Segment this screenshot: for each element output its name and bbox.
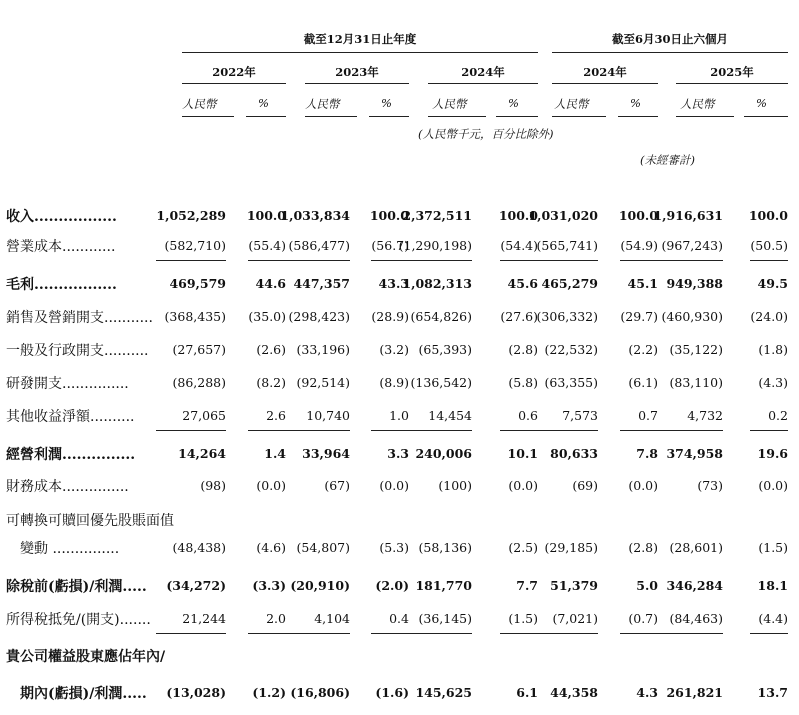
amount-cell: (7,021) bbox=[552, 611, 598, 626]
percent-cell: 100.0 bbox=[618, 208, 658, 223]
subheader-rule bbox=[182, 116, 234, 117]
percent-cell: (54.4) bbox=[500, 238, 538, 253]
percent-cell: 13.7 bbox=[757, 685, 788, 700]
amount-cell: (48,438) bbox=[172, 540, 226, 555]
col-header-currency: 人民幣 bbox=[182, 97, 217, 111]
amount-cell: (28,601) bbox=[669, 540, 723, 555]
group-header-six-months: 截至6月30日止六個月 bbox=[611, 32, 728, 46]
percent-cell: 6.1 bbox=[516, 685, 538, 700]
row-label: 毛利................. bbox=[6, 277, 117, 293]
percent-cell: 7.7 bbox=[516, 578, 538, 593]
year-header: 2023年 bbox=[335, 65, 379, 79]
row-label: 研發開支............... bbox=[6, 376, 129, 392]
subtotal-rule bbox=[750, 633, 788, 634]
amount-cell: 27,065 bbox=[182, 408, 226, 423]
amount-cell: (582,710) bbox=[164, 238, 226, 253]
amount-cell: 465,279 bbox=[541, 276, 598, 291]
year-header: 2025年 bbox=[710, 65, 754, 79]
amount-cell: 469,579 bbox=[169, 276, 226, 291]
year-rule bbox=[676, 83, 788, 84]
subheader-rule bbox=[428, 116, 486, 117]
amount-cell: 51,379 bbox=[550, 578, 598, 593]
subtotal-rule bbox=[402, 260, 472, 261]
percent-cell: (4.4) bbox=[758, 611, 788, 626]
subheader-rule bbox=[744, 116, 788, 117]
percent-cell: 2.6 bbox=[266, 408, 286, 423]
percent-cell: (4.6) bbox=[256, 540, 286, 555]
year-rule bbox=[182, 83, 286, 84]
amount-cell: (65,393) bbox=[418, 342, 472, 357]
percent-cell: 44.6 bbox=[255, 276, 286, 291]
subheader-rule bbox=[676, 116, 734, 117]
subtotal-rule bbox=[156, 260, 226, 261]
percent-cell: (1.8) bbox=[758, 342, 788, 357]
subtotal-rule bbox=[156, 633, 226, 634]
amount-cell: (73) bbox=[697, 478, 723, 493]
amount-cell: 181,770 bbox=[415, 578, 472, 593]
group-rule-fy bbox=[182, 52, 538, 53]
percent-cell: (0.0) bbox=[628, 478, 658, 493]
amount-cell: (586,477) bbox=[288, 238, 350, 253]
amount-cell: 346,284 bbox=[666, 578, 723, 593]
amount-cell: 1,082,313 bbox=[402, 276, 472, 291]
percent-cell: (4.3) bbox=[758, 375, 788, 390]
percent-cell: 2.0 bbox=[266, 611, 286, 626]
unit-note: (人民幣千元，百分比除外) bbox=[418, 127, 554, 141]
percent-cell: (8.9) bbox=[379, 375, 409, 390]
subtotal-rule bbox=[156, 430, 226, 431]
row-label: 貴公司權益股東應佔年內/ bbox=[6, 649, 166, 665]
amount-cell: (20,910) bbox=[290, 578, 350, 593]
year-header: 2022年 bbox=[212, 65, 256, 79]
amount-cell: (298,423) bbox=[288, 309, 350, 324]
amount-cell: (1,290,198) bbox=[398, 238, 472, 253]
amount-cell: 447,357 bbox=[293, 276, 350, 291]
row-label: 一般及行政開支.......... bbox=[6, 343, 149, 359]
amount-cell: 261,821 bbox=[666, 685, 723, 700]
amount-cell: (34,272) bbox=[166, 578, 226, 593]
amount-cell: (86,288) bbox=[172, 375, 226, 390]
subheader-rule bbox=[552, 116, 606, 117]
amount-cell: (654,826) bbox=[410, 309, 472, 324]
percent-cell: 0.7 bbox=[638, 408, 658, 423]
row-label: 除稅前(虧損)/利潤..... bbox=[6, 579, 147, 595]
amount-cell: 14,454 bbox=[428, 408, 472, 423]
percent-cell: (1.6) bbox=[375, 685, 409, 700]
amount-cell: (84,463) bbox=[669, 611, 723, 626]
percent-cell: 0.2 bbox=[768, 408, 788, 423]
amount-cell: 145,625 bbox=[415, 685, 472, 700]
col-header-percent: % bbox=[508, 96, 519, 110]
amount-cell: (29,185) bbox=[544, 540, 598, 555]
amount-cell: (16,806) bbox=[290, 685, 350, 700]
subtotal-rule bbox=[528, 633, 598, 634]
amount-cell: (306,332) bbox=[536, 309, 598, 324]
amount-cell: 949,388 bbox=[666, 276, 723, 291]
row-label: 經營利潤............... bbox=[6, 447, 136, 463]
amount-cell: (100) bbox=[438, 478, 472, 493]
percent-cell: (6.1) bbox=[628, 375, 658, 390]
percent-cell: (2.8) bbox=[508, 342, 538, 357]
amount-cell: 2,372,511 bbox=[402, 208, 472, 223]
amount-cell: (35,122) bbox=[669, 342, 723, 357]
row-label: 其他收益淨額.......... bbox=[6, 409, 135, 425]
amount-cell: 7,573 bbox=[562, 408, 598, 423]
year-header: 2024年 bbox=[461, 65, 505, 79]
col-header-percent: % bbox=[756, 96, 767, 110]
percent-cell: (28.9) bbox=[371, 309, 409, 324]
amount-cell: 14,264 bbox=[178, 446, 226, 461]
col-header-currency: 人民幣 bbox=[554, 97, 589, 111]
amount-cell: 1,033,834 bbox=[280, 208, 350, 223]
row-label: 營業成本............ bbox=[6, 239, 116, 255]
percent-cell: (5.8) bbox=[508, 375, 538, 390]
amount-cell: (98) bbox=[200, 478, 226, 493]
percent-cell: (3.3) bbox=[252, 578, 286, 593]
percent-cell: (5.3) bbox=[379, 540, 409, 555]
percent-cell: 10.1 bbox=[507, 446, 538, 461]
subheader-rule bbox=[305, 116, 357, 117]
amount-cell: 374,958 bbox=[666, 446, 723, 461]
percent-cell: (0.0) bbox=[758, 478, 788, 493]
year-rule bbox=[305, 83, 409, 84]
amount-cell: (967,243) bbox=[661, 238, 723, 253]
amount-cell: 1,916,631 bbox=[653, 208, 723, 223]
amount-cell: 240,006 bbox=[415, 446, 472, 461]
percent-cell: 100.0 bbox=[246, 208, 286, 223]
percent-cell: 43.3 bbox=[378, 276, 409, 291]
amount-cell: (92,514) bbox=[296, 375, 350, 390]
amount-cell: (27,657) bbox=[172, 342, 226, 357]
percent-cell: (3.2) bbox=[379, 342, 409, 357]
amount-cell: 1,031,020 bbox=[528, 208, 598, 223]
subtotal-rule bbox=[528, 260, 598, 261]
percent-cell: (0.0) bbox=[256, 478, 286, 493]
row-label: 變動 ............... bbox=[6, 541, 120, 557]
percent-cell: (27.6) bbox=[500, 309, 538, 324]
amount-cell: (368,435) bbox=[164, 309, 226, 324]
col-header-currency: 人民幣 bbox=[305, 97, 340, 111]
percent-cell: 45.6 bbox=[507, 276, 538, 291]
amount-cell: 21,244 bbox=[182, 611, 226, 626]
percent-cell: (2.6) bbox=[256, 342, 286, 357]
percent-cell: (35.0) bbox=[248, 309, 286, 324]
amount-cell: (67) bbox=[324, 478, 350, 493]
percent-cell: 100.0 bbox=[498, 208, 538, 223]
amount-cell: (22,532) bbox=[544, 342, 598, 357]
col-header-currency: 人民幣 bbox=[680, 97, 715, 111]
percent-cell: 45.1 bbox=[627, 276, 658, 291]
subtotal-rule bbox=[653, 633, 723, 634]
percent-cell: (8.2) bbox=[256, 375, 286, 390]
row-label: 所得稅抵免/(開支)....... bbox=[6, 612, 151, 628]
percent-cell: (2.0) bbox=[375, 578, 409, 593]
amount-cell: (565,741) bbox=[536, 238, 598, 253]
percent-cell: (1.2) bbox=[252, 685, 286, 700]
amount-cell: 44,358 bbox=[550, 685, 598, 700]
percent-cell: 100.0 bbox=[369, 208, 409, 223]
subtotal-rule bbox=[280, 633, 350, 634]
subtotal-rule bbox=[280, 260, 350, 261]
group-header-fiscal-years: 截至12月31日止年度 bbox=[303, 32, 417, 46]
amount-cell: (13,028) bbox=[166, 685, 226, 700]
percent-cell: (1.5) bbox=[758, 540, 788, 555]
year-rule bbox=[428, 83, 538, 84]
subtotal-rule bbox=[750, 260, 788, 261]
year-rule bbox=[552, 83, 658, 84]
percent-cell: (54.9) bbox=[620, 238, 658, 253]
percent-cell: 18.1 bbox=[757, 578, 788, 593]
percent-cell: 4.3 bbox=[636, 685, 658, 700]
percent-cell: (2.5) bbox=[508, 540, 538, 555]
percent-cell: 100.0 bbox=[748, 208, 788, 223]
percent-cell: 1.4 bbox=[264, 446, 286, 461]
col-header-percent: % bbox=[258, 96, 269, 110]
amount-cell: (54,807) bbox=[296, 540, 350, 555]
percent-cell: (0.0) bbox=[379, 478, 409, 493]
percent-cell: 49.5 bbox=[757, 276, 788, 291]
amount-cell: (58,136) bbox=[418, 540, 472, 555]
amount-cell: 80,633 bbox=[550, 446, 598, 461]
row-label: 期內(虧損)/利潤..... bbox=[6, 686, 147, 702]
row-label: 可轉換可贖回優先股賬面值 bbox=[6, 513, 174, 529]
subtotal-rule bbox=[653, 430, 723, 431]
percent-cell: 3.3 bbox=[387, 446, 409, 461]
percent-cell: 0.4 bbox=[389, 611, 409, 626]
amount-cell: (136,542) bbox=[410, 375, 472, 390]
percent-cell: (56.7) bbox=[371, 238, 409, 253]
amount-cell: (460,930) bbox=[661, 309, 723, 324]
amount-cell: (33,196) bbox=[296, 342, 350, 357]
amount-cell: 4,104 bbox=[314, 611, 350, 626]
percent-cell: 5.0 bbox=[636, 578, 658, 593]
subheader-rule bbox=[496, 116, 538, 117]
col-header-percent: % bbox=[381, 96, 392, 110]
subtotal-rule bbox=[402, 633, 472, 634]
subheader-rule bbox=[369, 116, 409, 117]
amount-cell: (83,110) bbox=[669, 375, 723, 390]
row-label: 財務成本............... bbox=[6, 479, 129, 495]
percent-cell: 1.0 bbox=[389, 408, 409, 423]
unaudited-note: (未經審計) bbox=[640, 153, 695, 167]
amount-cell: (36,145) bbox=[418, 611, 472, 626]
subtotal-rule bbox=[750, 430, 788, 431]
percent-cell: 0.6 bbox=[518, 408, 538, 423]
subtotal-rule bbox=[653, 260, 723, 261]
subheader-rule bbox=[618, 116, 658, 117]
amount-cell: 4,732 bbox=[687, 408, 723, 423]
row-label: 收入................. bbox=[6, 209, 117, 225]
col-header-percent: % bbox=[630, 96, 641, 110]
subtotal-rule bbox=[402, 430, 472, 431]
percent-cell: 19.6 bbox=[757, 446, 788, 461]
percent-cell: (0.7) bbox=[628, 611, 658, 626]
subheader-rule bbox=[246, 116, 286, 117]
row-label: 銷售及營銷開支........... bbox=[6, 310, 153, 326]
subtotal-rule bbox=[528, 430, 598, 431]
percent-cell: (24.0) bbox=[750, 309, 788, 324]
percent-cell: (1.5) bbox=[508, 611, 538, 626]
percent-cell: (29.7) bbox=[620, 309, 658, 324]
percent-cell: (55.4) bbox=[248, 238, 286, 253]
subtotal-rule bbox=[280, 430, 350, 431]
percent-cell: (0.0) bbox=[508, 478, 538, 493]
percent-cell: (50.5) bbox=[750, 238, 788, 253]
col-header-currency: 人民幣 bbox=[432, 97, 467, 111]
amount-cell: 33,964 bbox=[302, 446, 350, 461]
percent-cell: 7.8 bbox=[636, 446, 658, 461]
amount-cell: (63,355) bbox=[544, 375, 598, 390]
percent-cell: (2.2) bbox=[628, 342, 658, 357]
year-header: 2024年 bbox=[583, 65, 627, 79]
amount-cell: 10,740 bbox=[306, 408, 350, 423]
group-rule-h1 bbox=[552, 52, 788, 53]
amount-cell: 1,052,289 bbox=[156, 208, 226, 223]
percent-cell: (2.8) bbox=[628, 540, 658, 555]
amount-cell: (69) bbox=[572, 478, 598, 493]
